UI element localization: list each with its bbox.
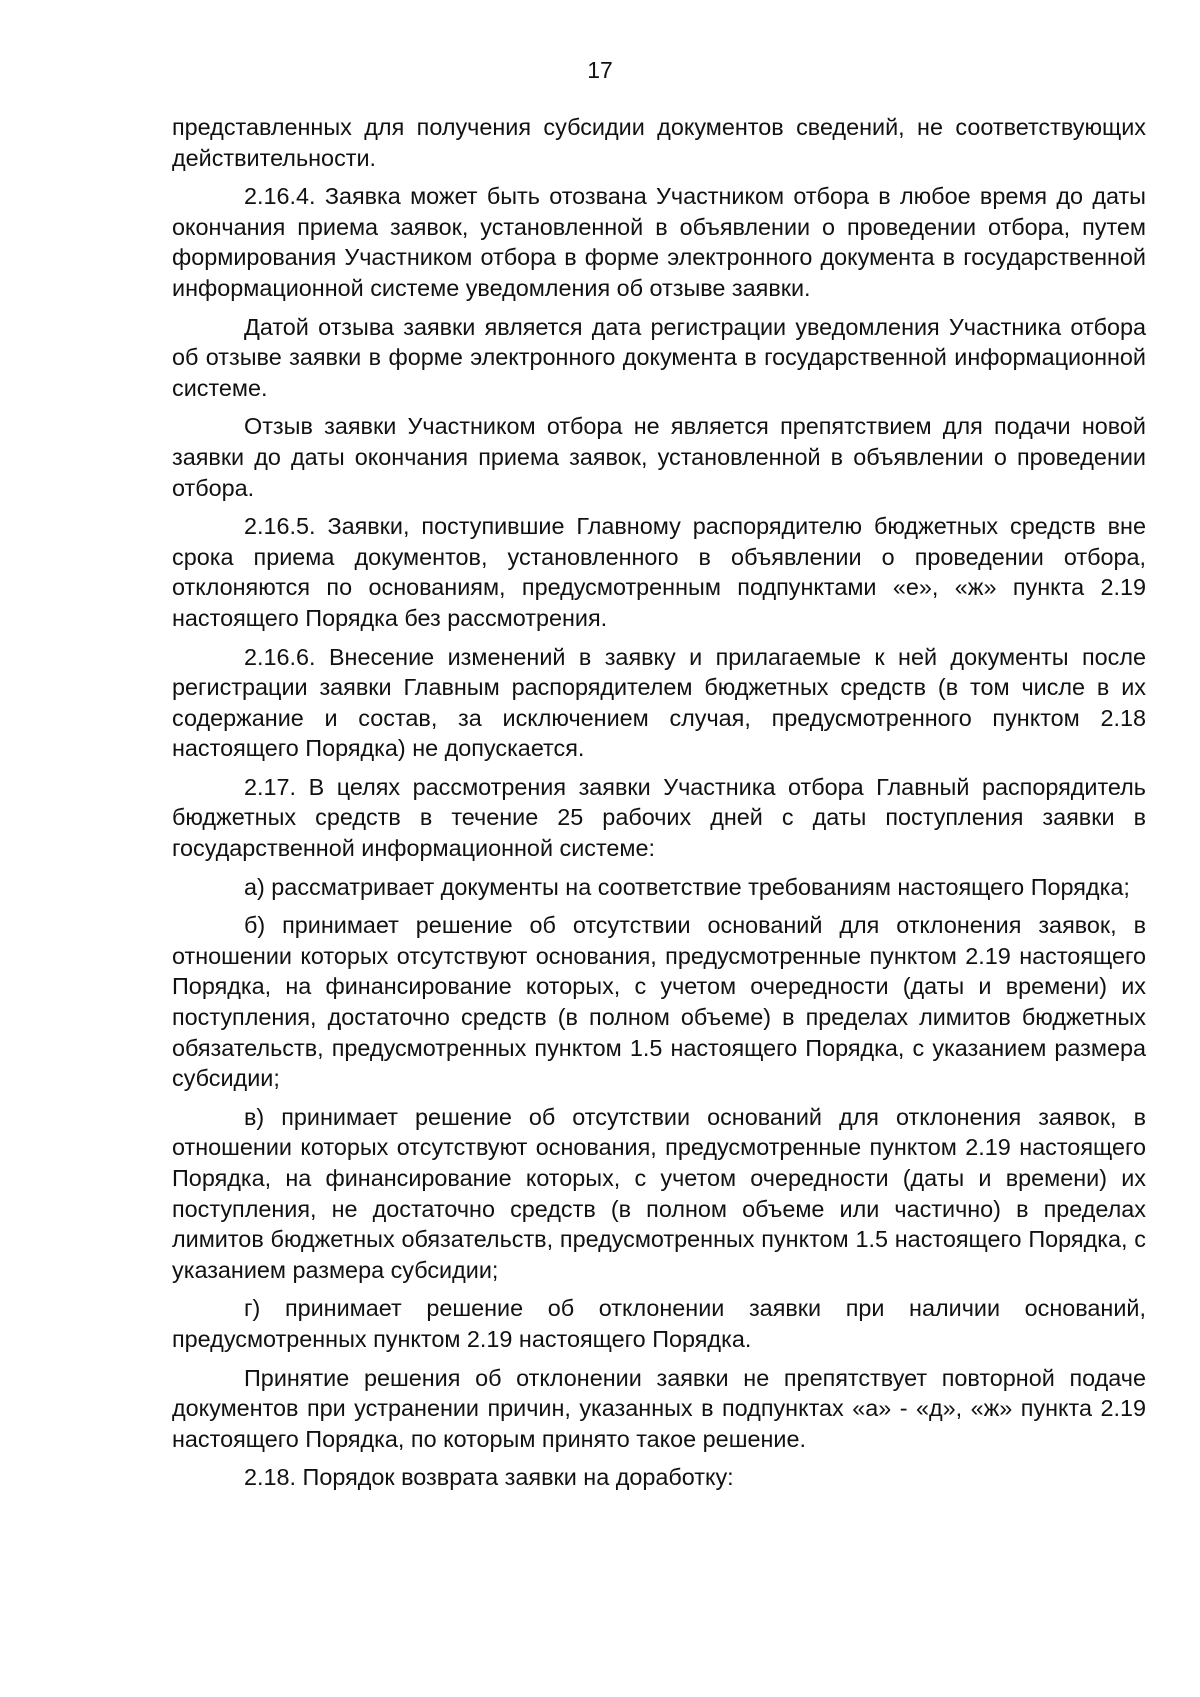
paragraph-continuation: представленных для получения субсидии документов сведений, не соответствующих действительности.	[172, 114, 1146, 171]
paragraph-2-18: 2.18. Порядок возврата заявки на доработку:	[244, 1464, 734, 1491]
document-body	[172, 112, 1146, 1501]
paragraph-rejection-resubmission: Принятие решения об отклонении заявки не препятствует повторной подаче документов при устранении причин, указанных в подпунктах «а» - «д», «ж» пункта 2.19 настоящего Порядка, по которым принято такое решение.	[172, 1364, 1146, 1452]
paragraph-withdrawal-not-obstacle: Отзыв заявки Участником отбора не является препятствием для подачи новой заявки до даты окончания приема заявок, установленной в объявлении о проведении отбора.	[172, 413, 1146, 501]
paragraph-2-17-b: б) принимает решение об отсутствии оснований для отклонения заявок, в отношении которых отсутствуют основания, предусмотренные пунктом 2.19 настоящего Порядка, на финансирование которых, с учетом очередности (даты и времени) их поступления, достаточно средств (в полном объеме) в пределах лимитов бюджетных обязательств, предусмотренных пунктом 1.5 настоящего Порядка, с указанием размера субсидии;	[172, 912, 1146, 1092]
paragraph-2-17-v: в) принимает решение об отсутствии оснований для отклонения заявок, в отношении которых отсутствуют основания, предусмотренные пунктом 2.19 настоящего Порядка, на финансирование которых, с учетом очередности (даты и времени) их поступления, не достаточно средств (в полном объеме или частично) в пределах лимитов бюджетных обязательств, предусмотренных пунктом 1.5 настоящего Порядка, с указанием размера субсидии;	[172, 1103, 1146, 1283]
paragraph-2-17-g: г) принимает решение об отклонении заявки при наличии оснований, предусмотренных пунктом 2.19 настоящего Порядка.	[172, 1295, 1146, 1352]
page-number: 17	[587, 57, 613, 83]
paragraph-2-16-5: 2.16.5. Заявки, поступившие Главному распорядителю бюджетных средств вне срока приема документов, установленного в объявлении о проведении отбора, отклоняются по основаниям, предусмотренным подпунктами «е», «ж» пункта 2.19 настоящего Порядка без рассмотрения.	[172, 513, 1146, 631]
paragraph-2-17-a: а) рассматривает документы на соответствие требованиям настоящего Порядка;	[244, 873, 1130, 900]
paragraph-2-16-6: 2.16.6. Внесение изменений в заявку и прилагаемые к ней документы после регистрации заявки Главным распорядителем бюджетных средств (в том числе в их содержание и состав, за исключением случая, предусмотренного пунктом 2.18 настоящего Порядка) не допускается.	[172, 643, 1146, 762]
paragraph-2-16-4: 2.16.4. Заявка может быть отозвана Участником отбора в любое время до даты окончания приема заявок, установленной в объявлении о проведении отбора, путем формирования Участником отбора в форме электронного документа в государственной информационной системе уведомления об отзыве заявки.	[172, 183, 1146, 301]
paragraph-withdrawal-date: Датой отзыва заявки является дата регистрации уведомления Участника отбора об отзыве заявки в форме электронного документа в государственной информационной системе.	[172, 313, 1146, 401]
paragraph-2-17: 2.17. В целях рассмотрения заявки Участника отбора Главный распорядитель бюджетных средств в течение 25 рабочих дней с даты поступления заявки в государственной информационной системе:	[172, 773, 1146, 862]
